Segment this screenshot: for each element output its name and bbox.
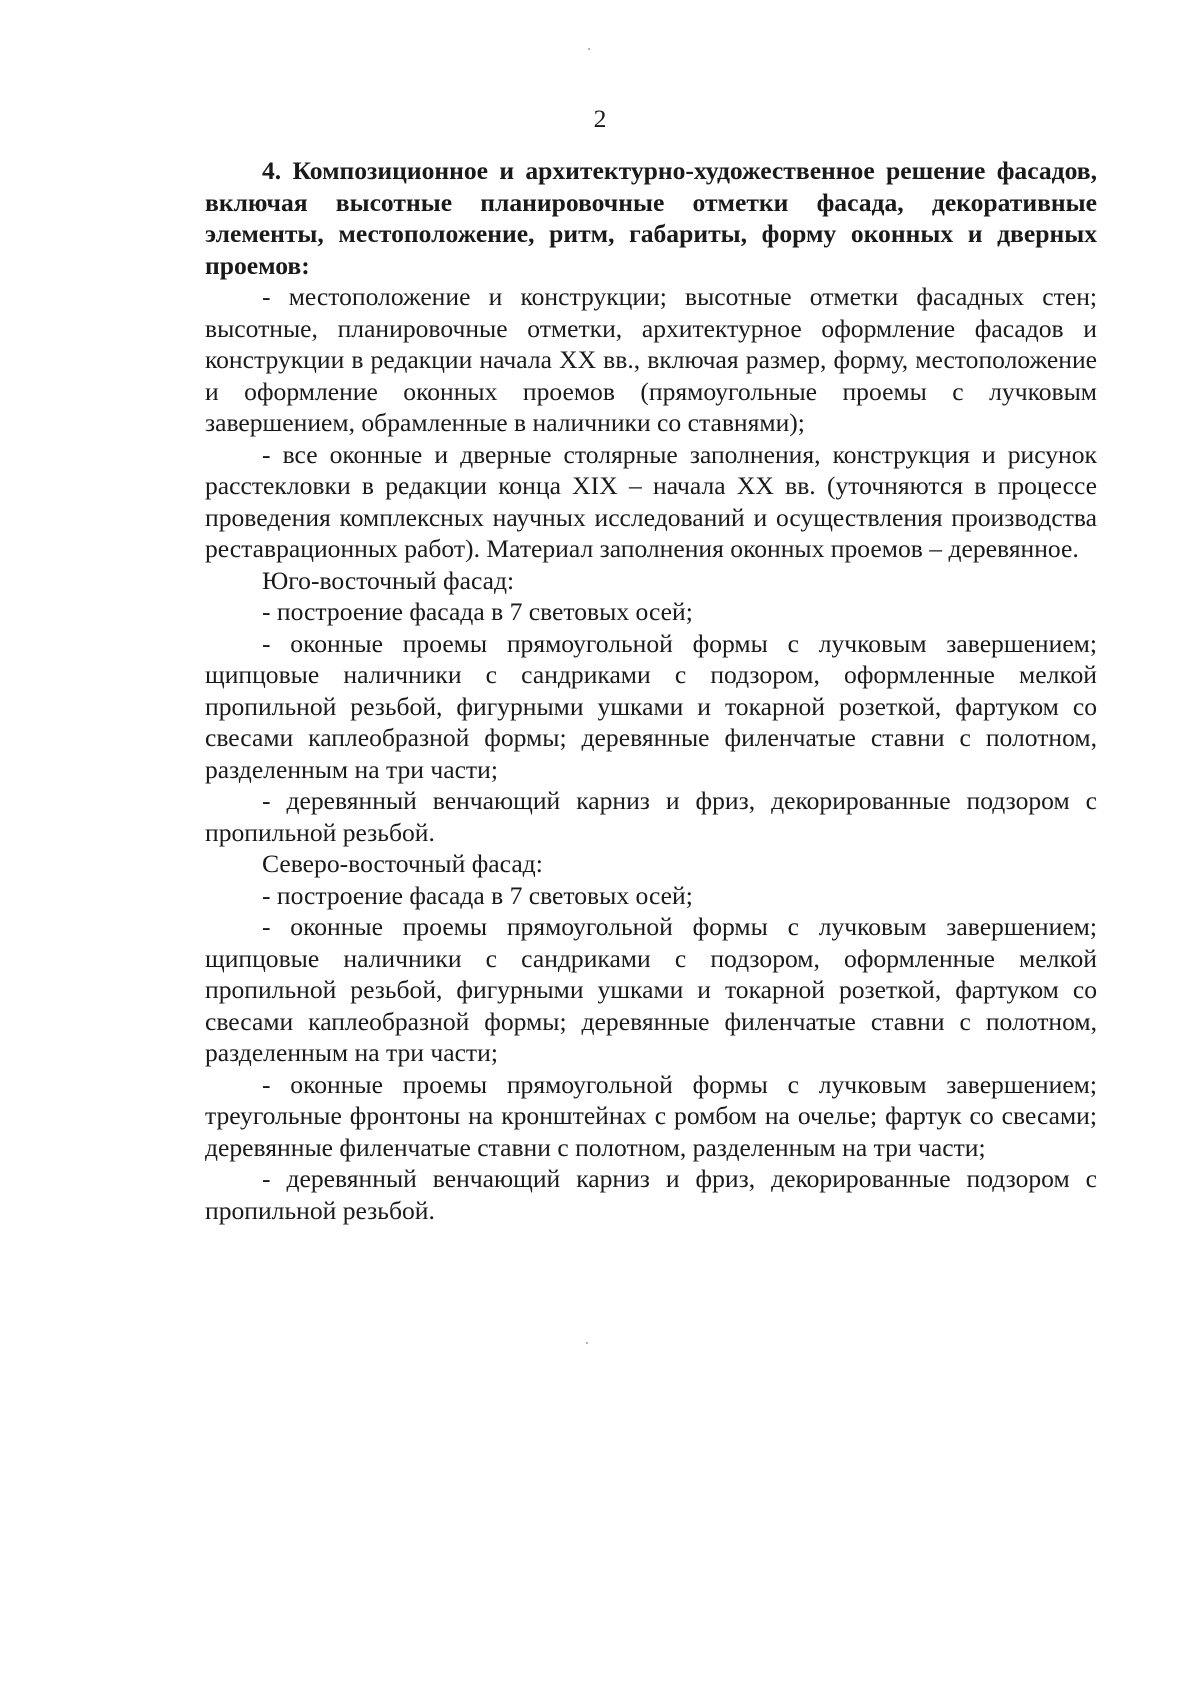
scan-speck	[588, 48, 590, 50]
subheading-southeast-facade: Юго-восточный фасад:	[262, 565, 515, 595]
section-heading: 4. Композиционное и архитектурно-художественное решение фасадов, включая высотные планировочные отметки фасада, декоративные элементы, местоположение, ритм, габариты, форму оконных и дверных проемов:	[205, 156, 1097, 280]
paragraph-northeast-windows-1: - оконные проемы прямоугольной формы с лучковым завершением; щипцовые наличники с сандриками с подзором, оформленные мелкой пропильной резьбой, фигурными ушками и токарной розеткой, фартуком со свесами каплеобразной формы; деревянные филенчатые ставни с полотном, разделенным на три части;	[205, 912, 1097, 1067]
paragraph-northeast-windows-2: - оконные проемы прямоугольной формы с лучковым завершением; треугольные фронтоны на кронштейнах с ромбом на очелье; фартук со свесами; деревянные филенчатые ставни с полотном, разделенным на три части;	[205, 1069, 1097, 1162]
paragraph-southeast-windows: - оконные проемы прямоугольной формы с лучковым завершением; щипцовые наличники с сандриками с подзором, оформленные мелкой пропильной резьбой, фигурными ушками и токарной розеткой, фартуком со свесами каплеобразной формы; деревянные филенчатые ставни с полотном, разделенным на три части;	[205, 628, 1097, 784]
paragraph-southeast-axes: - построение фасада в 7 световых осей;	[262, 597, 693, 626]
paragraph-general-constructions: - местоположение и конструкции; высотные отметки фасадных стен; высотные, планировочные отметки, архитектурное оформление фасадов и конструкции в редакции начала XX вв., включая размер, форму, местоположение и оформление оконных проемов (прямоугольные проемы с лучковым завершением, обрамленные в наличники со ставнями);	[205, 282, 1097, 437]
page-number: 2	[593, 104, 607, 133]
paragraph-northeast-cornice: - деревянный венчающий карниз и фриз, декорированные подзором с пропильной резьбой.	[205, 1164, 1097, 1225]
scan-speck	[586, 1342, 588, 1344]
document-body	[205, 155, 1097, 1226]
subheading-northeast-facade: Северо-восточный фасад:	[262, 849, 543, 878]
paragraph-window-fillings: - все оконные и дверные столярные заполнения, конструкция и рисунок расстекловки в редакции конца XIX – начала XX вв. (уточняются в процессе проведения комплексных научных исследований и осуществления производства реставрационных работ). Материал заполнения оконных проемов – деревянное.	[205, 439, 1097, 563]
paragraph-southeast-cornice: - деревянный венчающий карниз и фриз, декорированные подзором с пропильной резьбой.	[205, 786, 1097, 847]
paragraph-northeast-axes: - построение фасада в 7 световых осей;	[262, 880, 693, 910]
